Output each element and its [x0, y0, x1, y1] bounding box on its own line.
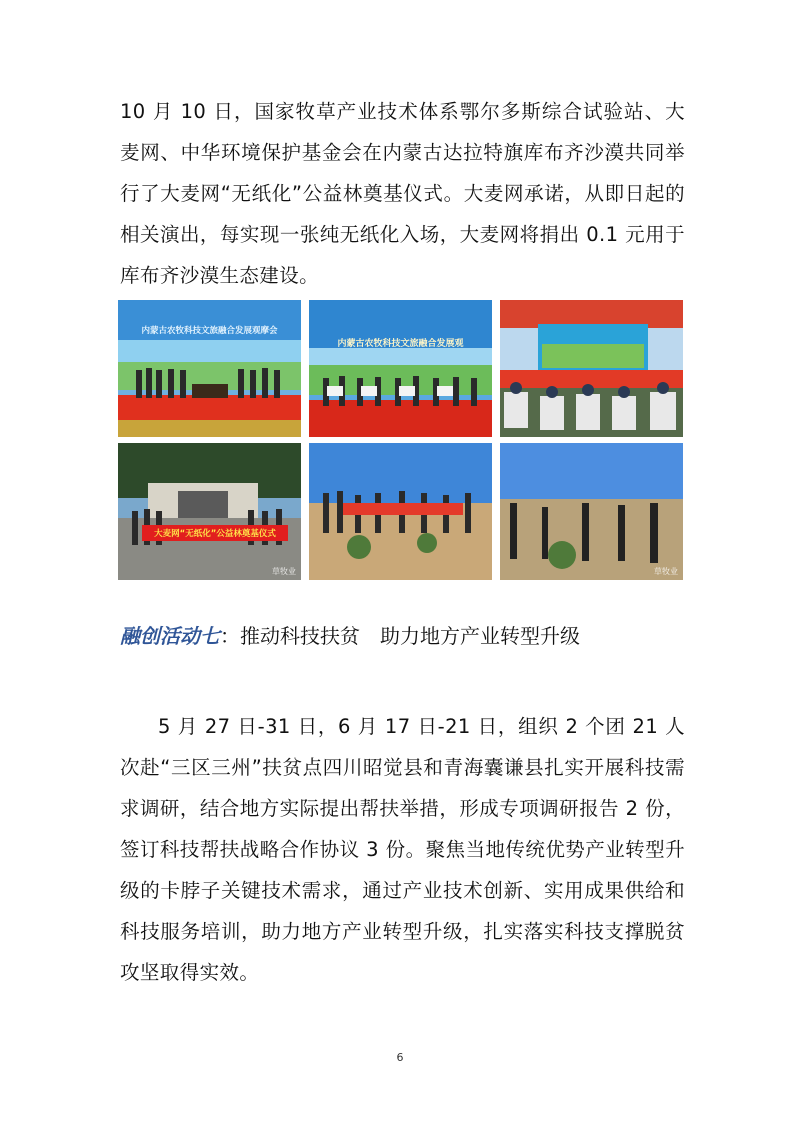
body-paragraph: 5 月 27 日-31 日，6 月 17 日-21 日，组织 2 个团 21 人次赴“三区三州”扶贫点四川昭觉县和青海囊谦县扎实开展科技需求调研，结合地方实际提出帮扶举措，形成专项调研报告 2 份，签订科技帮扶战略合作协议 3 份。聚焦当地传统优势产业转型升级的卡脖子关键技术需求，通过产业技术创新、实用成果供给和科技服务培训，助力地方产业转型升级，扎实落实科技支撑脱贫攻坚取得实效。: [120, 715, 685, 984]
photo-grid: [118, 300, 683, 580]
photo2-banner-text: 内蒙古农牧科技文旅融合发展观: [337, 339, 464, 349]
section-colon: ：: [220, 624, 240, 648]
photo6-watermark: 草牧业: [654, 567, 678, 576]
section-title-part1: 推动科技扶贫: [240, 624, 360, 648]
photo-ceremony-stage: [118, 300, 301, 437]
page-number: 6: [396, 1051, 404, 1064]
photo-audience: [500, 300, 683, 437]
intro-paragraph: 10 月 10 日，国家牧草产业技术体系鄂尔多斯综合试验站、大麦网、中华环境保护基金会在内蒙古达拉特旗库布齐沙漠共同举行了大麦网“无纸化”公益林奠基仪式。大麦网承诺，从即日起的相关演出，每实现一张纯无纸化入场，大麦网将捐出 0.1 元用于库布齐沙漠生态建设。: [120, 100, 685, 287]
photo-signing-placards: [309, 300, 492, 437]
section-heading: [120, 621, 580, 651]
photo4-watermark: 草牧业: [272, 567, 296, 576]
section-title-part2: 助力地方产业转型升级: [380, 624, 580, 648]
photo4-banner-text: 大麦网“无纸化”公益林奠基仪式: [154, 529, 276, 539]
section-tag: 融创活动七: [120, 624, 220, 648]
photo-tree-planting: [500, 443, 683, 580]
photo-groundbreaking-group: [118, 443, 301, 580]
photo-desert-group: [309, 443, 492, 580]
photo1-banner-text: 内蒙古农牧科技文旅融合发展观摩会: [141, 326, 278, 336]
